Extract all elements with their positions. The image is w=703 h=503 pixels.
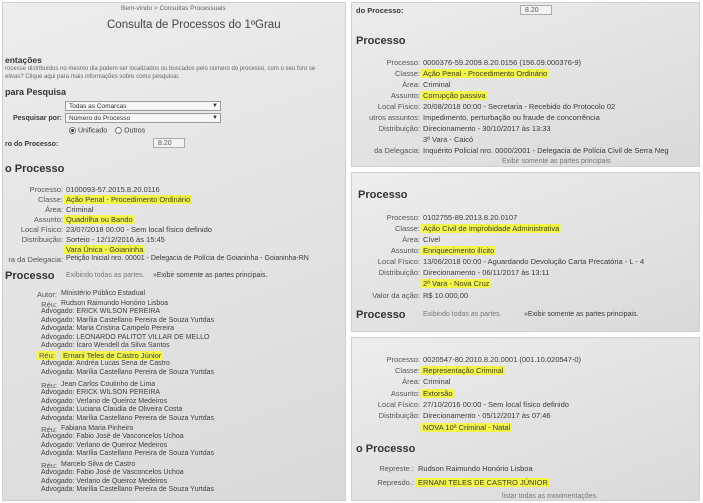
orientacoes-text-1: rocesse distribuídos no mesmo dia podem ser localizados ou buscados pelo número do processo, com o seu foro se	[5, 66, 316, 72]
orientacoes-heading: entações	[5, 55, 42, 65]
classe-label: Classe:	[37, 195, 63, 204]
local-fisico-value: 27/10/2016 00:00 - Sem local físico definido	[423, 400, 569, 409]
processo-label: Processo:	[29, 185, 63, 194]
processo-value: 0102755-89.2013.8.20.0107	[423, 213, 518, 222]
advogado-line: Advogado: Ícaro Wendell da Silva Santos	[41, 342, 170, 350]
valor-acao-value: R$ 10.000,00	[423, 291, 469, 300]
area-value: Criminal	[423, 377, 451, 386]
local-fisico-value: 20/08/2018 00:00 - Secretaria - Recebido do Protocolo 02	[423, 102, 616, 111]
reu-5-advogados	[41, 469, 214, 495]
search-by-select-value: Número do Processo	[69, 115, 131, 122]
reu-label: Réu:	[41, 461, 57, 470]
distribuicao-value: Direcionamento - 05/12/2017 às 07:46	[423, 411, 551, 420]
comarca-select-value: Todas as Comarcas	[69, 103, 127, 110]
local-fisico-label: Local Físico:	[20, 225, 63, 234]
dados-processo-heading: o Processo	[5, 163, 65, 175]
photo-left-consulta-processo	[2, 2, 346, 501]
advogado-line: Advogada: Andréa Lucas Sena de Castro	[41, 360, 170, 367]
partes-heading: o Processo	[356, 443, 416, 455]
assunto-label: Assunto:	[390, 246, 420, 255]
processo-label: Processo:	[386, 213, 420, 222]
photo-right-bottom-processo	[351, 337, 700, 501]
area-value: Cível	[423, 235, 441, 244]
numero-processo-label: do Processo:	[356, 6, 404, 15]
advogado-line: Advogado: ERICK WILSON PEREIRA	[41, 389, 161, 396]
distribuicao-value: Direcionamento - 06/11/2017 às 13:11	[423, 268, 550, 277]
vara-value: NOVA 10ª Criminal - Natal	[423, 423, 511, 432]
autor-label: Autor:	[36, 290, 57, 299]
outros-assuntos-value: Impedimento, perturbação ou fraude de concorrência	[423, 113, 600, 122]
delegacia-label: da Delegacia:	[374, 146, 420, 155]
numero-processo-label: ro do Processo:	[5, 141, 59, 148]
advogado-line: Advogada: Luciana Claudia de Oliveira Costa	[41, 406, 183, 414]
local-fisico-label: Local Físico:	[377, 102, 420, 111]
area-label: Área:	[45, 205, 63, 214]
radio-outros[interactable]	[115, 127, 122, 134]
represte-label: Represte.:	[379, 464, 414, 473]
processo-label: Processo:	[386, 58, 420, 67]
advogado-line: Advogado: LEONARDO PALITOT VILLAR DE MELLO	[41, 333, 210, 341]
delegacia-label: ra da Delegacia:	[8, 255, 63, 264]
represdo-label: Represdo.:	[377, 478, 414, 487]
distribuicao-value: Sorteio - 12/12/2016 às 15:45	[66, 235, 165, 244]
search-heading: para Pesquisa	[5, 87, 67, 97]
advogado-line: Advogado: ERICK WILSON PEREIRA	[41, 308, 161, 315]
assunto-label: Assunto:	[390, 389, 420, 398]
reu-2-name: Ernani Teles de Castro Júnior	[63, 351, 162, 360]
chevron-down-icon: ▼	[212, 103, 218, 109]
reu-label: Réu:	[41, 381, 57, 390]
advogado-line: Advogado: Verlano de Queiroz Medeiros	[41, 477, 168, 485]
dados-processo-heading: Processo	[358, 189, 408, 201]
distribuicao-label: Distribuição:	[378, 411, 420, 420]
photo-right-middle-processo	[351, 172, 700, 332]
assunto-value: Corrupção passiva	[423, 91, 486, 100]
area-value: Criminal	[423, 80, 451, 89]
autor-value: Ministério Público Estadual	[61, 290, 146, 297]
advogado-line: Advogado: Fabio José de Vasconcelos Uchoa	[41, 433, 184, 440]
represte-value: Rudson Raimundo Honório Lisboa	[418, 464, 533, 473]
delegacia-value: Inquérito Policial nro. 0000/2001 - Delegacia de Polícia Civil de Serra Neg	[423, 146, 669, 155]
distribuicao-label: Distribuição:	[21, 235, 63, 244]
orientacoes-text-2[interactable]: elivas? Clique aqui para mais informações sobre como pesquisar.	[5, 74, 180, 80]
reu-3-name: Jean Carlos Coutinho de Lima	[61, 381, 156, 388]
reu-5-name: Marcelo Silva de Castro	[61, 461, 136, 468]
classe-value: Representação Criminal	[423, 366, 504, 375]
reu-1-advogados	[41, 308, 214, 351]
radio-unificado-label: Unificado	[78, 127, 108, 135]
exibindo-text: Exibindo todas as partes.	[423, 311, 502, 318]
reu-label: Réu:	[39, 351, 55, 360]
advogado-line: Advogada: Marília Castellano Pereira de Souza Yurtdas	[41, 414, 215, 422]
processo-label: Processo:	[386, 355, 420, 364]
advogado-line: Advogada: Marília Castellano Pereira de Souza Yurtdas	[41, 486, 215, 494]
classe-label: Classe:	[394, 224, 420, 233]
distribuicao-value: Direcionamento - 30/10/2017 às 13:33	[423, 124, 551, 133]
area-value: Criminal	[66, 205, 94, 214]
chevron-down-icon: ▼	[212, 115, 218, 121]
reu-label: Réu:	[41, 425, 57, 434]
search-by-select[interactable]	[65, 113, 221, 123]
classe-value: Ação Civil de Improbidade Administrativa	[423, 224, 560, 233]
advogado-line: Advogado: Verlano de Queiroz Medeiros	[41, 397, 168, 405]
processo-value: 0100093-57.2015.8.20.0116	[66, 185, 160, 194]
dados-processo-heading: Processo	[356, 35, 406, 47]
reu-3-advogados	[41, 389, 214, 423]
numero-processo-input[interactable]: 8.20	[153, 138, 185, 148]
assunto-label: Assunto:	[390, 91, 420, 100]
classe-value: Ação Penal - Procedimento Ordinário	[66, 195, 191, 204]
assunto-value: Enriquecimento ilícito	[423, 246, 495, 255]
local-fisico-value: 13/06/2018 00:00 - Aguardando Devolução Carta Precatória - L - 4	[423, 257, 645, 266]
classe-value: Ação Penal - Procedimento Ordinário	[423, 69, 548, 78]
page-title: Consulta de Processos do 1ºGrau	[107, 19, 281, 31]
outros-assuntos-label: utros assuntos:	[369, 113, 420, 122]
reu-4-name: Fabiana Maria Pinheiro	[61, 425, 134, 432]
breadcrumb[interactable]: Bem-vindo > Consultas Processuais	[121, 5, 226, 12]
classe-label: Classe:	[394, 366, 420, 375]
numero-processo-input[interactable]: 8.20	[520, 5, 552, 15]
reu-2-advogados	[41, 360, 214, 377]
exibir-principais-link[interactable]: Exibir somente as partes principais	[502, 158, 611, 165]
area-label: Área:	[402, 235, 420, 244]
distribuicao-label: Distribuição:	[378, 268, 420, 277]
radio-unificado[interactable]	[69, 127, 76, 134]
radio-outros-label: Outros	[124, 127, 146, 135]
reu-4-advogados	[41, 433, 214, 459]
valor-acao-label: Valor da ação:	[372, 291, 420, 300]
exibindo-text: Exibindo todas as partes.	[66, 272, 145, 279]
assunto-value: Extorsão	[423, 389, 453, 398]
photo-right-top-processo	[351, 2, 700, 167]
partes-heading: Processo	[356, 309, 406, 321]
advogado-line: Advogada: Maria Cristina Campelo Pereira	[41, 325, 175, 333]
delegacia-value: Petição Inicial nro. 00001 - Delegacia de Polícia de Goianinha - Goianinha-RN	[66, 255, 309, 262]
exibir-principais-link[interactable]: »Exibir somente as partes principais.	[153, 272, 268, 279]
vara-value: Vara Única - Goianinha	[66, 245, 144, 254]
area-label: Área:	[402, 377, 420, 386]
vara-value: 2ª Vara - Nova Cruz	[423, 279, 490, 288]
processo-value: 0020547-80.2010.8.20.0001 (001.10.020547-0)	[423, 355, 582, 364]
advogado-line: Advogada: Marília Castellano Pereira de Souza Yurtdas	[41, 450, 215, 458]
advogado-line: Advogado: Fabio José de Vasconcelos Uchoa	[41, 469, 184, 476]
advogado-line: Advogado: Verlano de Queiroz Medeiros	[41, 441, 168, 449]
listar-movimentacoes-link[interactable]: listar todas as movimentações.	[502, 493, 599, 500]
local-fisico-label: Local Físico:	[377, 400, 420, 409]
reu-1-name: Rudson Raimundo Honório Lisboa	[61, 300, 169, 307]
partes-heading: Processo	[5, 270, 55, 282]
search-by-label: Pesquisar por:	[13, 115, 63, 122]
area-label: Área:	[402, 80, 420, 89]
vara-value: 3ª Vara - Caicó	[423, 135, 474, 144]
radio-group	[69, 127, 145, 134]
advogado-line: Advogado: Marília Castellano Pereira de Souza Yurtdas	[41, 316, 215, 324]
processo-value: 0000376-59.2009.8.20.0156 (156.09.000376-9)	[423, 58, 582, 67]
advogado-line: Advogada: Marília Castellano Pereira de Souza Yurtdas	[41, 368, 215, 376]
assunto-label: Assunto:	[33, 215, 63, 224]
exibir-principais-link[interactable]: »Exibir somente as partes principais.	[524, 311, 639, 318]
classe-label: Classe:	[394, 69, 420, 78]
comarca-select[interactable]	[65, 101, 221, 111]
represdo-value: ERNANI TELES DE CASTRO JÚNIOR	[418, 478, 548, 487]
distribuicao-label: Distribuição:	[378, 124, 420, 133]
reu-label: Réu:	[41, 300, 57, 309]
assunto-value: Quadrilha ou Bando	[66, 215, 133, 224]
local-fisico-label: Local Físico:	[377, 257, 420, 266]
local-fisico-value: 23/07/2018 00:00 - Sem local físico definido	[66, 225, 212, 234]
